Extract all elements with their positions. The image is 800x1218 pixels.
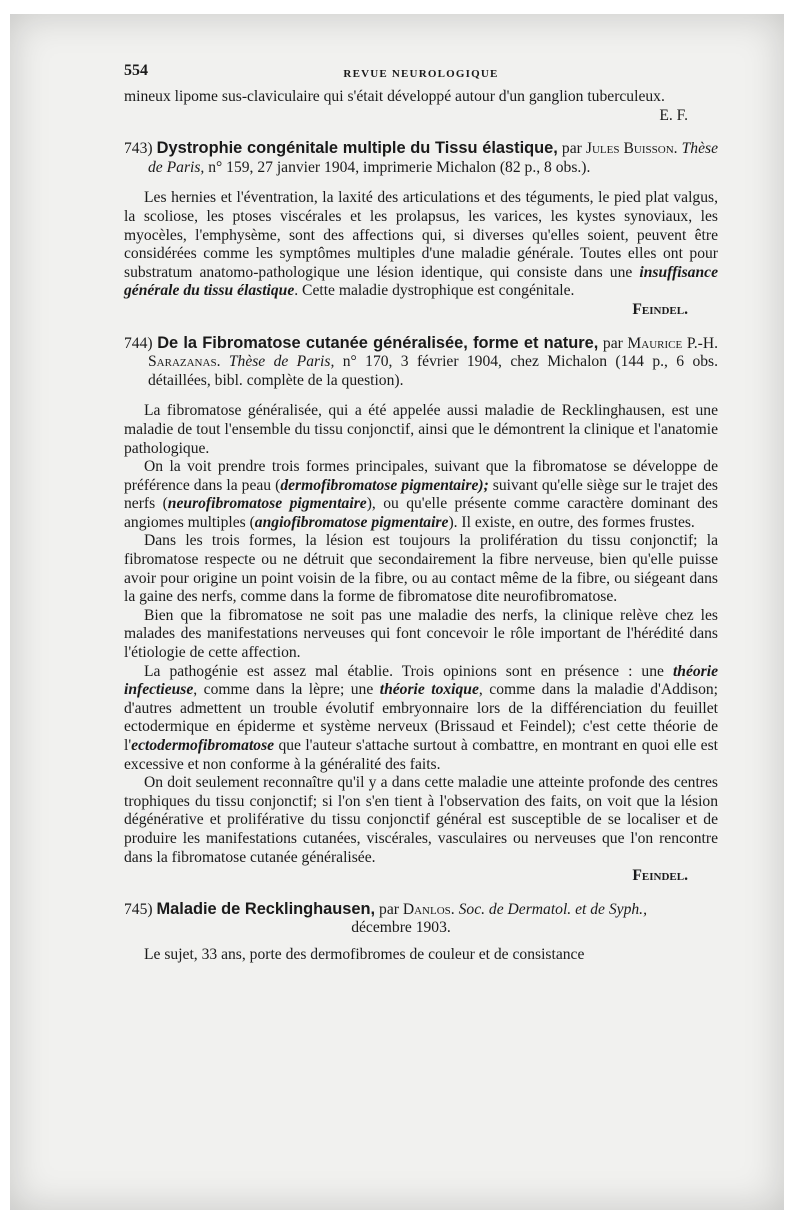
page [10,14,784,1210]
entry-744-author: Maurice P.-H. Sarazanas. [148,334,719,371]
entry-744-author-prefix: par [602,334,623,352]
running-head [124,62,718,88]
entry-743-citation: n° 159, 27 janvier 1904, imprimerie Michalon (82 p., 8 obs.). [208,158,591,176]
entry-744-p5-text-e: , comme dans la maladie d'Addison; d'autres admettent un trouble évolutif embryonnaire lors de la différenciation du feuillet ectodermique en épiderme et système nerveux (Brissaud et Feindel); c'est cette théorie de l' [124,681,719,754]
entry-743-body [124,189,718,301]
entry-744-p2-emph-f: angiofibromatose pigmentaire [254,513,449,531]
entry-744-paragraph-4: Bien que la fibromatose ne soit pas une maladie des nerfs, la clinique relève chez les malades des manifestations nerveuses qui font concevoir le rôle important de l'hérédité dans l'étiologie de cette affection. [124,606,718,662]
entry-745-number: 745) [124,900,153,918]
entry-743-body-emph: insuffisance générale du tissu élastique [124,263,718,300]
entry-744-thesis: Thèse de Paris, [228,353,335,371]
entry-744-paragraph-1: La fibromatose généralisée, qui a été appelée aussi maladie de Recklinghausen, est une maladie de tout l'ensemble du tissu conjonctif, ainsi que le démontrent la clinique et l'anatomie pathologique. [124,402,718,457]
entry-744-p5-emph-f: ectodermofibromatose [131,737,275,754]
entry-744-p5-text-g: que l'auteur s'attache surtout à combattre, en montrant en quoi elle est excessive et non conforme à la généralité des faits. [124,737,718,773]
entry-744-title: De la Fibromatose cutanée généralisée, forme et nature, [157,333,599,352]
entry-743-title: Dystrophie congénitale multiple du Tissu élastique, [156,139,558,158]
entry-744-p2-text-c: suivant qu'elle siège sur le trajet des nerfs ( [124,476,718,513]
entry-743-author-prefix: par [561,140,582,158]
continuation-signature: E. F. [659,106,688,124]
entry-744-paragraph-5 [124,663,718,775]
entry-743-signature: Feindel. [632,300,688,318]
entry-744-paragraph-6: On doit seulement reconnaître qu'il y a dans cette maladie une atteinte profonde des centres trophiques du tissu conjonctif; si l'on s'en tient à l'observation des faits, on voit que la lésion dégénérative et proliférative du tissu conjonctif général est susceptible de se localiser et de produire les manifestations cutanées, viscérales, vasculaires ou nerveuses que l'on rencontre dans la fibromatose cutanée généralisée. [124,774,718,866]
entry-744-p2-text-g: ). Il existe, en outre, des formes frustes. [448,513,695,531]
entry-745-title: Maladie de Recklinghausen, [156,899,376,918]
entry-745-paragraph-1: Le sujet, 33 ans, porte des dermofibromes de couleur et de consistance [144,945,585,963]
entry-744-signature: Feindel. [632,867,688,885]
entry-744-p5-text-c: , comme dans la lèpre; une [193,681,380,699]
entry-743-thesis: Thèse de Paris, [148,140,719,176]
entry-744-p2-emph-d: neurofibromatose pigmentaire [167,495,367,513]
entry-745-source: Soc. de Dermatol. et de Syph., [458,900,647,918]
entry-744-paragraph-2 [124,458,718,532]
entry-743-body-end: . Cette maladie dystrophique est congénitale. [294,282,575,300]
page-content [124,62,718,965]
entry-744-p2-text-e: ), ou qu'elle présente comme caractère dominant des angiomes multiples ( [124,495,719,531]
journal-title: REVUE NEUROLOGIQUE [343,68,499,80]
entry-743-body-start: Les hernies et l'éventration, la laxité des articulations et des téguments, le pied plat valgus, la scoliose, les ptoses viscérales et les prolapsus, les varices, les kystes synoviaux, les myocèles, l'emphysème, sont des affections qui, si diverses qu'elles soient, peuvent être considérées comme les symptômes multiples d'une maladie générale. Toutes elles ont pour substratum anatomo-pathologique une lésion identique, qui consiste dans une [124,189,718,281]
entry-744-p2-text-a: On la voit prendre trois formes principales, suivant que la fibromatose se développe de préférence dans la peau ( [124,458,718,494]
entry-745-heading [124,900,718,938]
entry-743-author: Jules Buisson. [585,140,678,158]
entry-745-date: décembre 1903. [351,919,451,937]
entry-744-citation: n° 170, 3 février 1904, chez Michalon (144 p., 6 obs. détaillées, bibl. complète de la question). [148,353,719,389]
entry-744-p5-emph-b: théorie infectieuse [124,662,718,699]
entry-745-author: Danlos. [402,900,455,918]
entry-743-heading [124,139,718,177]
entry-745-author-prefix: par [379,900,399,918]
entry-743-number: 743) [124,140,153,158]
entry-744-p5-text-a: La pathogénie est assez mal établie. Trois opinions sont en présence : une [144,662,673,680]
entry-744-heading [124,334,718,391]
entry-744-number: 744) [124,334,153,352]
page-number: 554 [124,62,148,79]
continuation-text: mineux lipome sus-claviculaire qui s'était développé autour d'un ganglion tuberculeux. [124,88,665,105]
entry-744-paragraph-3: Dans les trois formes, la lésion est toujours la prolifération du tissu conjonctif; la fibromatose respecte ou ne détruit que secondairement la fibre nerveuse, bien qu'elle puisse avoir pour origine un point voisin de la fibre, ou au contact même de la fibre, ou siégeant dans la gaine des nerfs, comme dans la forme de fibromatose dite neurofibromatose. [124,532,718,606]
entry-744-p2-emph-b: dermofibromatose pigmentaire); [280,476,489,494]
entry-744-p5-emph-d: théorie toxique [379,681,479,699]
